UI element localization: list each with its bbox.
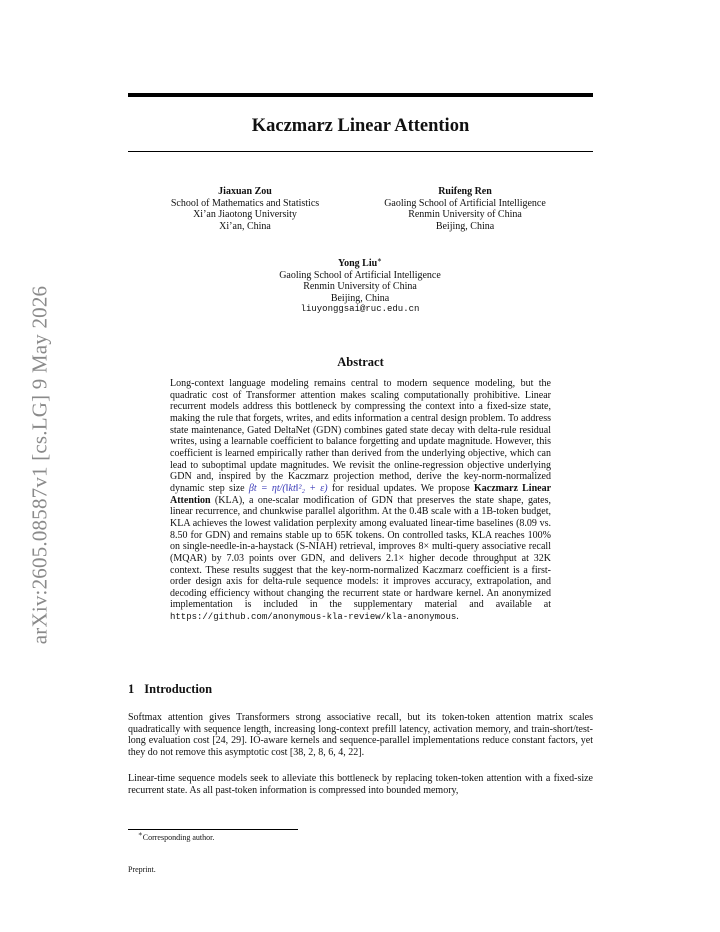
author-block	[130, 186, 360, 232]
footnote-rule	[128, 829, 298, 830]
intro-paragraph: Linear-time sequence models seek to alleviate this bottleneck by replacing token-token attention with a fixed-size recurrent state. As all past-token information is compressed into bounded memory,	[128, 773, 593, 796]
author-affiliation: Gaoling School of Artificial Intelligence	[279, 269, 441, 281]
author-email[interactable]: liuyonggsai@ruc.edu.cn	[300, 304, 420, 314]
author-location: Beijing, China	[330, 292, 390, 304]
author-block	[210, 258, 510, 316]
section-heading	[128, 682, 212, 697]
title-top-rule	[128, 93, 593, 97]
author-name: Ruifeng Ren	[438, 186, 492, 197]
author-location: Xi’an, China	[219, 220, 271, 232]
abstract-body	[170, 378, 551, 624]
abstract-heading: Abstract	[337, 355, 384, 369]
author-name: Yong Liu	[337, 258, 378, 269]
footnote-text: Corresponding author.	[142, 833, 215, 842]
corresponding-mark: ∗	[377, 256, 383, 264]
code-url-link[interactable]: https://github.com/anonymous-kla-review/kla-anonymous	[170, 612, 457, 623]
paper-title: Kaczmarz Linear Attention	[251, 116, 470, 136]
author-affiliation: Xi’an Jiaotong University	[193, 209, 297, 220]
author-block	[360, 186, 570, 232]
section-title: Introduction	[144, 682, 213, 696]
abstract-text: for residual updates. We propose	[327, 482, 475, 494]
abstract-text: (KLA), a one-scalar modification of GDN that preserves the state shape, gates, linear recurrence, and chunkwise parallel algorithm. At the 0.4B scale with a 1B-token budget, KLA achieves the lowest validation perplexity among evaluated linear-time baselines (8.09 vs. 8.50 for GDN) and remains stable up to 65K tokens. On controlled tasks, KLA reaches 100% on single-needle-in-a-haystack (S-NIAH) retrieval, improves 8× multi-query associative recall (MQAR) by 7.03 points over GDN, and delivers 2.1× higher decode throughput at 32K context. These results suggest that the key-norm-normalized Kaczmarz coefficient is a first-order design axis for delta-rule sequence models: it improves accuracy, extrapolation, and decoding efficiency without changing the recurrent state or hardware kernel. An anonymized implementation is included in the supplementary material and available at	[170, 494, 551, 611]
footnote-mark: ∗	[138, 830, 143, 838]
preprint-label: Preprint.	[128, 865, 156, 874]
arxiv-identifier-sidebar: arXiv:2605.08587v1 [cs.LG] 9 May 2026	[27, 285, 52, 645]
author-affiliation: Renmin University of China	[303, 281, 417, 292]
author-affiliation: School of Mathematics and Statistics	[170, 197, 320, 209]
intro-paragraph: Softmax attention gives Transformers strong associative recall, but its token-token attention matrix scales quadratically with sequence length, increasing long-context prefill latency, activation memory, and train-short/test-long evaluation cost [24, 29]. IO-aware kernels and sequence-parallel implementations reduce constant factors, yet they do not remove this asymptotic cost [38, 2, 8, 6, 4, 22].	[128, 712, 593, 758]
section-number: 1	[128, 682, 135, 696]
author-location: Beijing, China	[435, 220, 495, 232]
author-name: Jiaxuan Zou	[218, 186, 272, 197]
footnote	[138, 830, 215, 842]
method-name-bold: Kaczmarz Linear Attention	[170, 482, 552, 506]
step-size-formula: βt = ηt/(‖kt‖²₂ + ε)	[248, 482, 328, 494]
abstract-end: .	[456, 611, 459, 623]
author-name-line	[210, 258, 510, 270]
author-affiliation: Gaoling School of Artificial Intelligence	[384, 197, 546, 209]
abstract-text: Long-context language modeling remains central to modern sequence modeling, but the quadratic cost of Transformer attention makes scaling computationally prohibitive. Linear recurrent models address this bottleneck by compressing the context into a fixed-size state, making the rule that forgets, writes, and edits information a central design problem. To address state maintenance, Gated DeltaNet (GDN) combines gated state decay with delta-rule residual writes, using a learnable coefficient to balance forgetting and update magnitude. However, this coefficient is learned empirically rather than derived from the underlying objective, which can lead to suboptimal update magnitudes. We revisit the online-regression objective underlying GDN and, inspired by the Kaczmarz projection method, derive the key-norm-normalized dynamic step size	[170, 378, 551, 494]
title-bottom-rule	[128, 151, 593, 152]
author-affiliation: Renmin University of China	[408, 209, 522, 220]
